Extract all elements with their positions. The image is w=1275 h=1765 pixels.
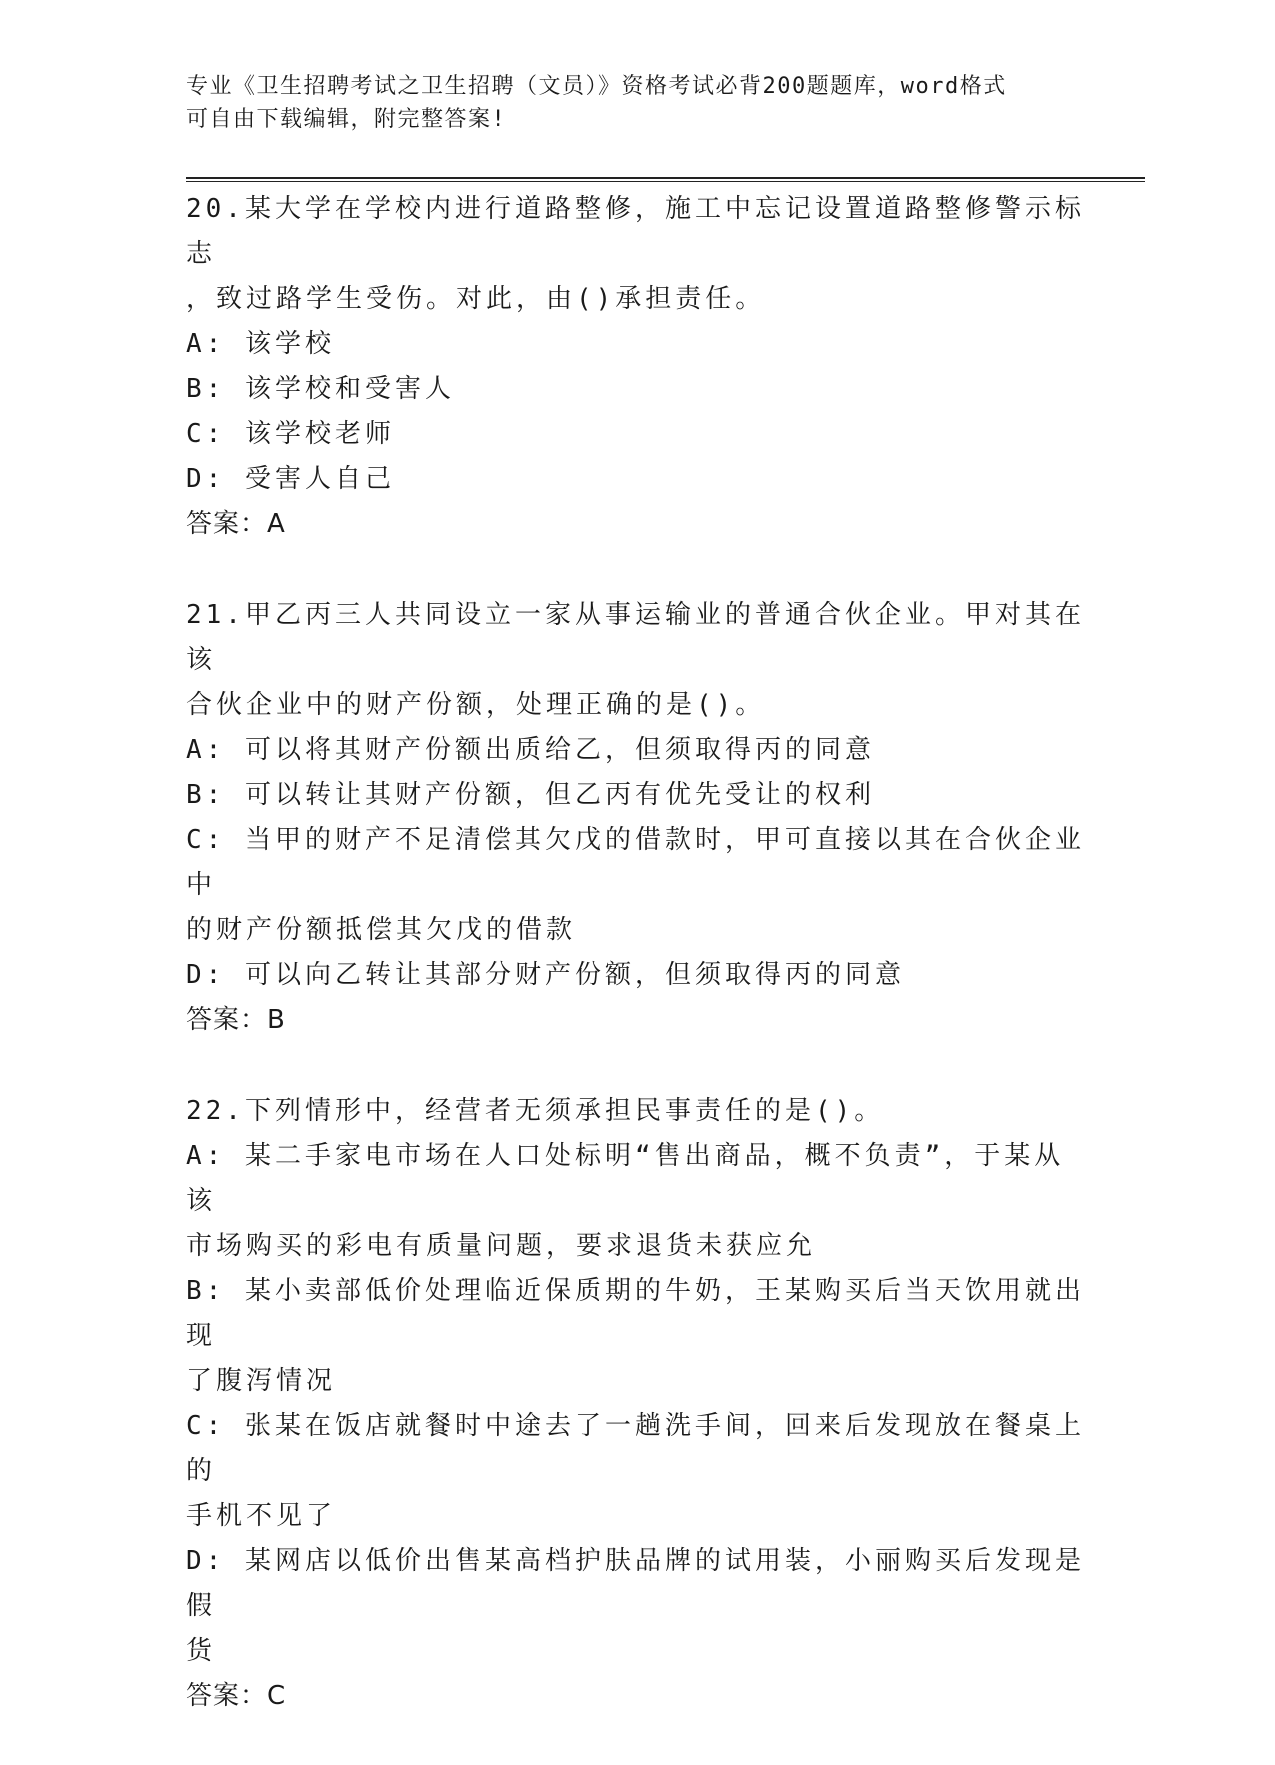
option-c: C: 张某在饭店就餐时中途去了一趟洗手间，回来后发现放在餐桌上的 [186,1411,1085,1486]
option-d-continued: 货 [186,1636,217,1666]
answer-line: 答案：B [186,1005,286,1035]
option-a: A: 某二手家电市场在人口处标明“售出商品，概不负责”，于某从该 [186,1141,1065,1216]
question-list [186,187,1086,1765]
question-stem-line: 合伙企业中的财产份额，处理正确的是()。 [186,690,766,720]
option-c: C: 当甲的财产不足清偿其欠戊的借款时，甲可直接以其在合伙企业中 [186,825,1085,900]
header-divider [186,177,1145,182]
question-22 [186,1089,1086,1719]
option-b: B: 该学校和受害人 [186,374,455,404]
document-header [186,70,1086,136]
option-a-continued: 市场购买的彩电有质量问题，要求退货未获应允 [186,1231,817,1261]
answer-line: 答案：A [186,509,286,539]
option-c-continued: 的财产份额抵偿其欠戊的借款 [186,915,577,945]
question-stem-line: 20.某大学在学校内进行道路整修，施工中忘记设置道路整修警示标志 [186,194,1085,269]
header-title-line-1: 专业《卫生招聘考试之卫生招聘（文员）》资格考试必背200题题库，word格式 [186,74,1007,99]
option-d: D: 某网店以低价出售某高档护肤品牌的试用装，小丽购买后发现是假 [186,1546,1085,1621]
option-b-continued: 了腹泻情况 [186,1366,337,1396]
option-b: B: 可以转让其财产份额，但乙丙有优先受让的权利 [186,780,875,810]
answer-line: 答案：C [186,1681,287,1711]
option-b: B: 某小卖部低价处理临近保质期的牛奶，王某购买后当天饮用就出现 [186,1276,1085,1351]
question-stem-line: 22.下列情形中，经营者无须承担民事责任的是()。 [186,1096,885,1126]
option-d: D: 受害人自己 [186,464,395,494]
option-a: A: 该学校 [186,329,335,359]
question-20 [186,187,1086,547]
option-d: D: 可以向乙转让其部分财产份额，但须取得丙的同意 [186,960,905,990]
question-stem-line: ，致过路学生受伤。对此，由()承担责任。 [186,284,766,314]
option-a: A: 可以将其财产份额出质给乙，但须取得丙的同意 [186,735,875,765]
question-21 [186,593,1086,1043]
header-title-line-2: 可自由下载编辑，附完整答案! [186,107,507,132]
option-c: C: 该学校老师 [186,419,395,449]
question-stem-line: 21.甲乙丙三人共同设立一家从事运输业的普通合伙企业。甲对其在该 [186,600,1085,675]
option-c-continued: 手机不见了 [186,1501,337,1531]
